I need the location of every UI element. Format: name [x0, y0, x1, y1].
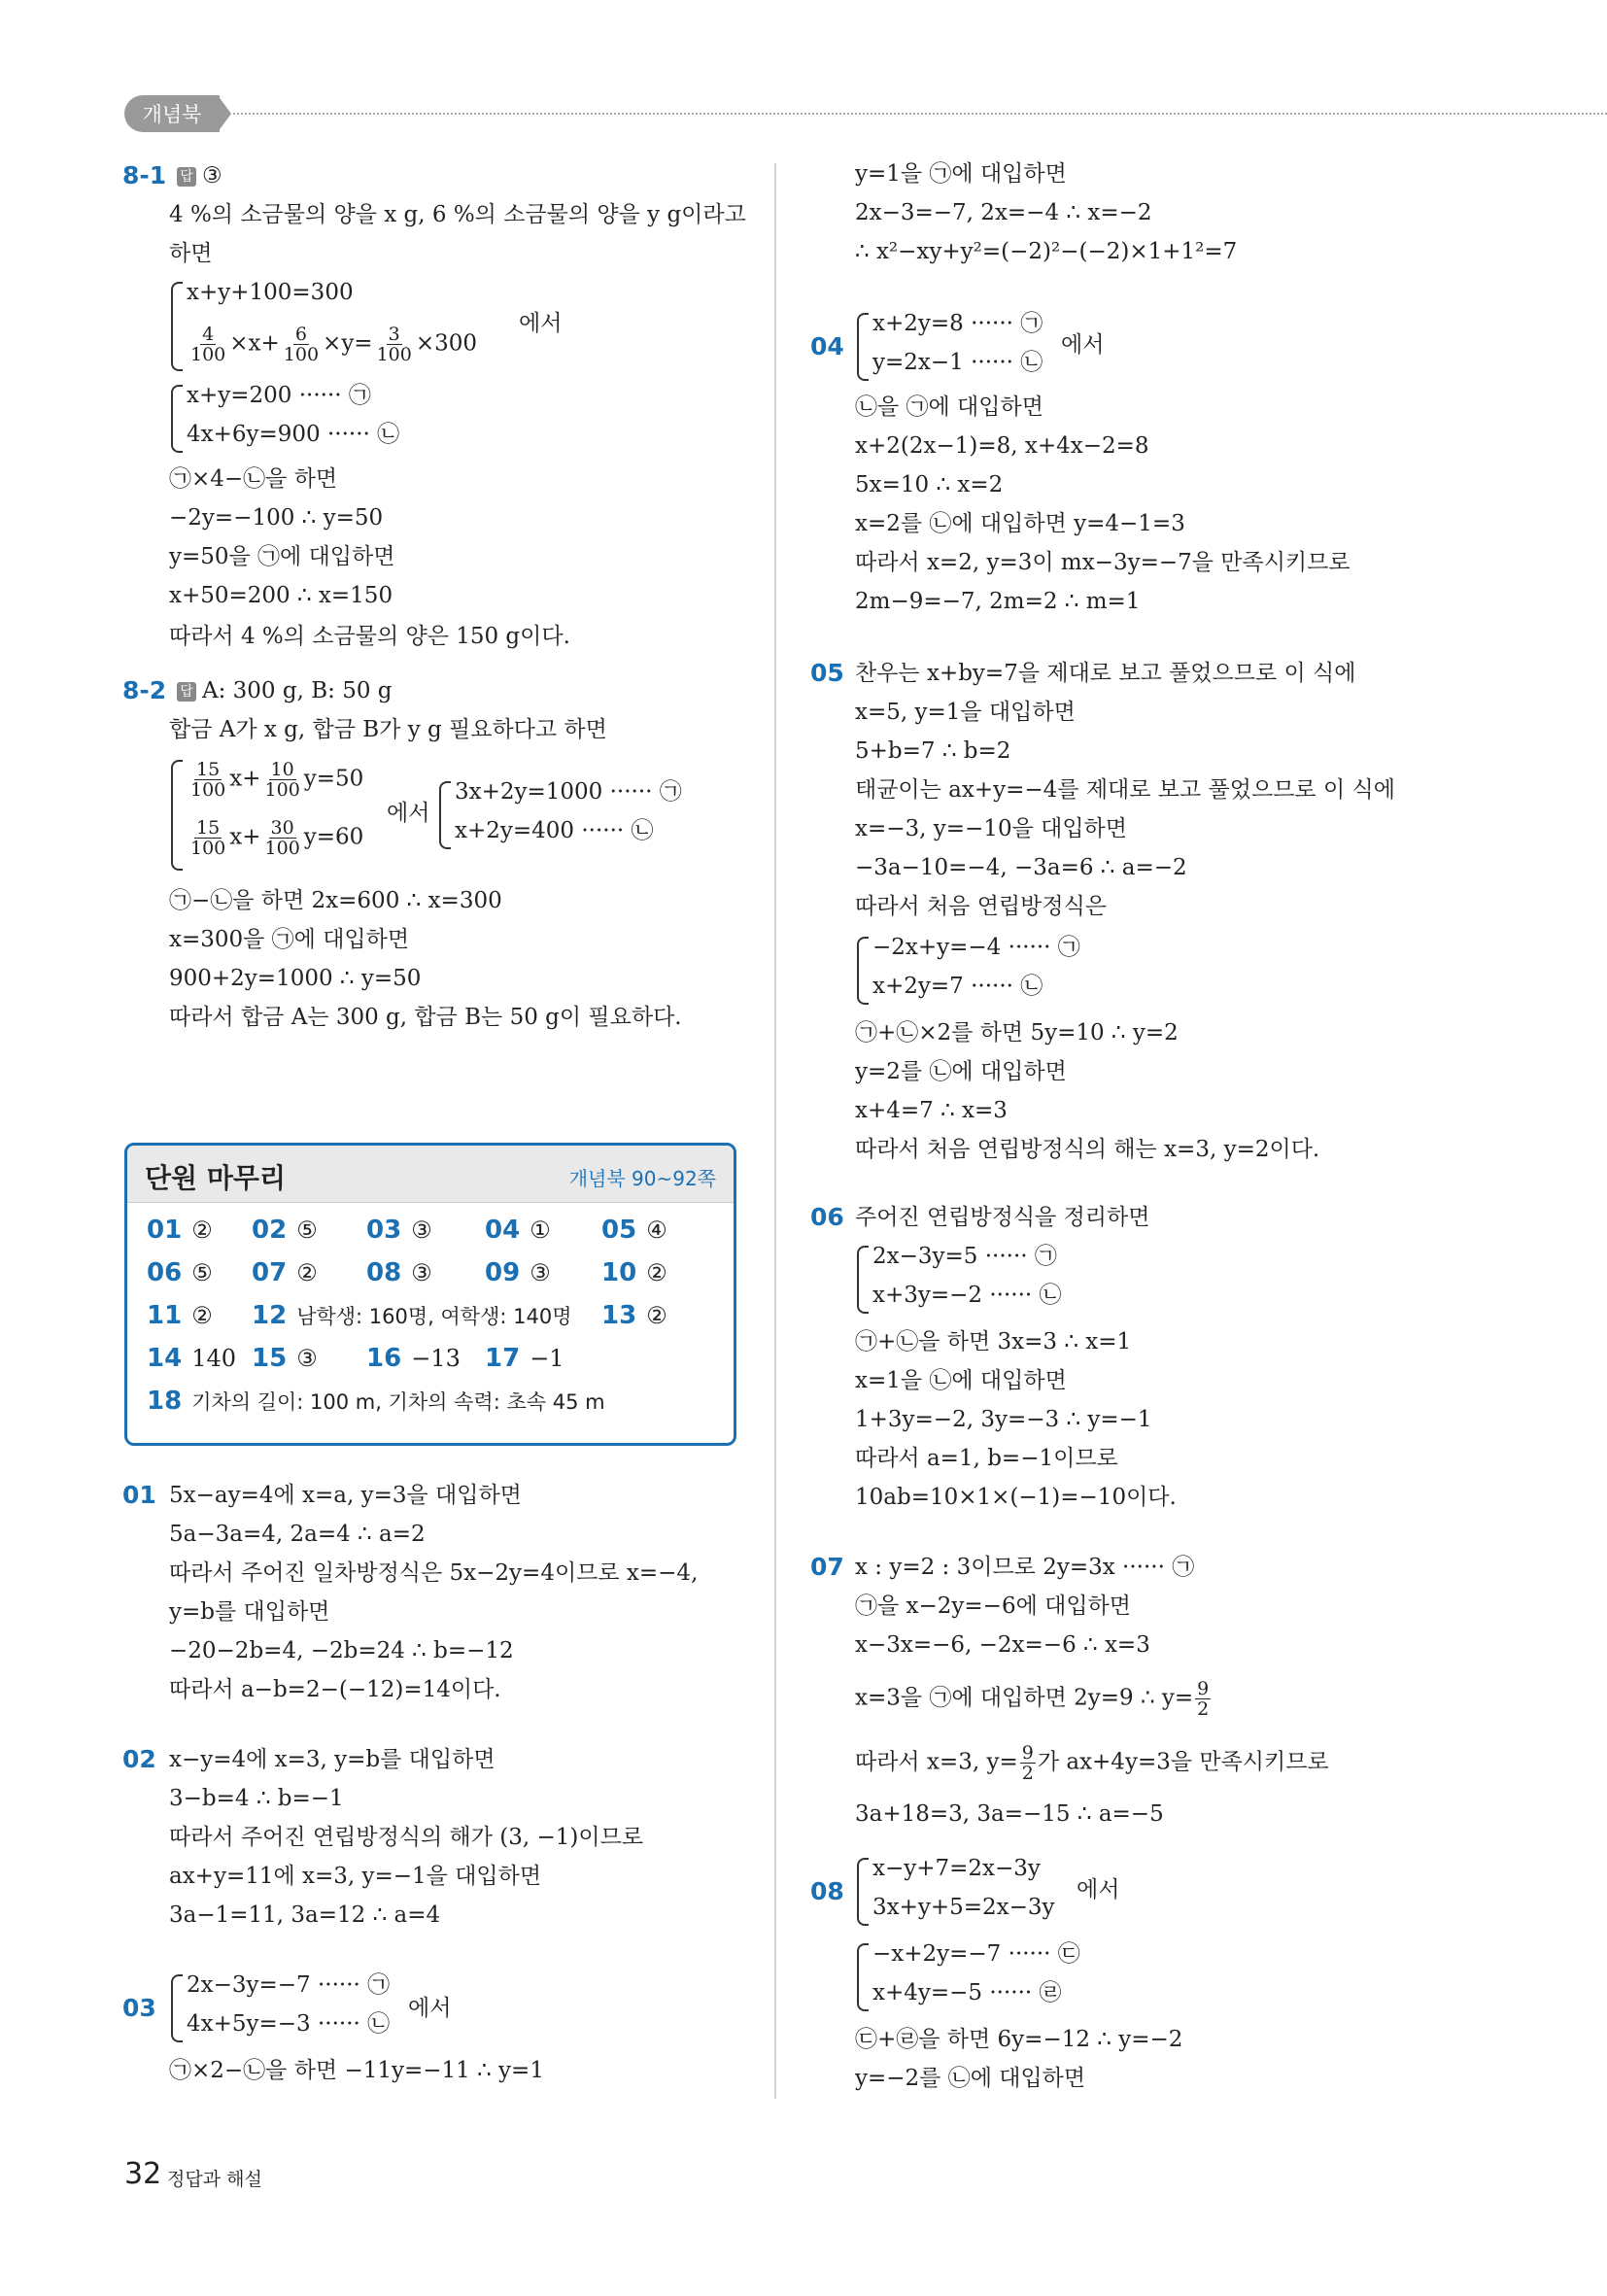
- fraction: $\frac{4}{100}$: [190, 324, 226, 365]
- solution-line: ax+y=11에 x=3, y=−1을 대입하면: [169, 1864, 542, 1889]
- solution-line: 에서: [1077, 1877, 1120, 1902]
- answer-item: 04 ①: [485, 1216, 551, 1245]
- answer-item: 18 기차의 길이: 100 m, 기차의 속력: 초속 45 m: [147, 1387, 605, 1416]
- solution-line: 에서: [387, 801, 430, 826]
- solution-line: 따라서 x=2, y=3이 mx−3y=−7을 만족시키므로: [855, 550, 1351, 575]
- answer-item: 05 ④: [601, 1216, 667, 1245]
- equation-system: 2x−3y=5 ······ ㉠ x+3y=−2 ······ ㉡: [857, 1242, 1110, 1318]
- header-divider: [233, 113, 1607, 115]
- solution-line: 따라서 합금 A는 300 g, 합금 B는 50 g이 필요하다.: [169, 1005, 682, 1030]
- solution-line: ㉠을 x−2y=−6에 대입하면: [855, 1593, 1131, 1619]
- answer-item: 15 ③: [252, 1344, 318, 1373]
- solution-line: 태균이는 ax+y=−4를 제대로 보고 풀었으므로 이 식에: [855, 777, 1395, 803]
- solution-line: 따라서 처음 연립방정식의 해는 x=3, y=2이다.: [855, 1137, 1320, 1162]
- equation-system: −2x+y=−4 ······ ㉠ x+2y=7 ······ ㉡: [857, 933, 1119, 1009]
- solution-line: y=50을 ㉠에 대입하면: [169, 544, 395, 569]
- problem-number: 8-2: [122, 676, 167, 704]
- answer-badge: 답: [177, 682, 196, 702]
- summary-title: 단원 마무리: [145, 1162, 286, 1194]
- solution-line: x : y=2 : 3이므로 2y=3x ······ ㉠: [855, 1555, 1195, 1580]
- solution-line: x+2(2x−1)=8, x+4x−2=8: [855, 433, 1149, 459]
- solution-line: 따라서 4 %의 소금물의 양은 150 g이다.: [169, 624, 570, 649]
- solution-line: ㉠+㉡을 하면 3x=3 ∴ x=1: [855, 1329, 1132, 1354]
- solution-line: ㉡을 ㉠에 대입하면: [855, 394, 1043, 420]
- solution-line: 2x−3=−7, 2x=−4 ∴ x=−2: [855, 200, 1152, 225]
- solution-line: 10ab=10×1×(−1)=−10이다.: [855, 1485, 1177, 1510]
- solution-line: y=−2를 ㉡에 대입하면: [855, 2066, 1086, 2091]
- solution-line: ㉠+㉡×2를 하면 5y=10 ∴ y=2: [855, 1020, 1179, 1045]
- solution-line: x=−3, y=−10을 대입하면: [855, 816, 1127, 841]
- solution-line: 5x=10 ∴ x=2: [855, 472, 1004, 497]
- problem-number: 02: [122, 1745, 156, 1773]
- solution-line: 900+2y=1000 ∴ y=50: [169, 966, 422, 991]
- solution-line: 3a+18=3, 3a=−15 ∴ a=−5: [855, 1801, 1164, 1827]
- fraction: $\frac{9}{2}$: [1197, 1678, 1210, 1720]
- equation-system: x+y+100=300 $\frac{4}{100}$ ×x+ $\frac{6}{100}$ ×y= $\frac{3}{100}$ ×300: [171, 278, 540, 375]
- problem-number: 05: [810, 659, 844, 687]
- solution-line: x=5, y=1을 대입하면: [855, 700, 1076, 725]
- fraction: $\frac{15}{100}$: [190, 759, 226, 801]
- solution-line: x=300을 ㉠에 대입하면: [169, 927, 410, 952]
- solution-line: x−y=4에 x=3, y=b를 대입하면: [169, 1747, 496, 1772]
- solution-line: 따라서 주어진 일차방정식은 5x−2y=4이므로 x=−4,: [169, 1560, 699, 1586]
- solution-line: 3a−1=11, 3a=12 ∴ a=4: [169, 1902, 441, 1928]
- summary-page-ref: 개념북 90~92쪽: [568, 1167, 716, 1190]
- solution-line: 합금 A가 x g, 합금 B가 y g 필요하다고 하면: [169, 717, 607, 742]
- solution-line: ㉠−㉡을 하면 2x=600 ∴ x=300: [169, 888, 502, 913]
- solution-line: 에서: [1061, 332, 1105, 358]
- answer-badge: 답: [177, 167, 196, 187]
- solution-line: 주어진 연립방정식을 정리하면: [855, 1205, 1150, 1230]
- equation-system: x−y+7=2x−3y 3x+y+5=2x−3y: [857, 1854, 1071, 1930]
- solution-line: 따라서 처음 연립방정식은: [855, 894, 1108, 919]
- solution-line: 에서: [519, 311, 563, 336]
- problem-number: 03: [122, 1994, 156, 2022]
- solution-line: x−3x=−6, −2x=−6 ∴ x=3: [855, 1632, 1150, 1658]
- problem-number: 06: [810, 1203, 844, 1231]
- answer-item: 12 남학생: 160명, 여학생: 140명: [252, 1301, 572, 1330]
- solution-line: 에서: [408, 1996, 452, 2021]
- solution-line: 5x−ay=4에 x=a, y=3을 대입하면: [169, 1483, 522, 1508]
- fraction: $\frac{3}{100}$: [376, 324, 412, 365]
- solution-line: −20−2b=4, −2b=24 ∴ b=−12: [169, 1638, 514, 1663]
- answer-item: 06 ⑤: [147, 1258, 213, 1287]
- answer-item: 09 ③: [485, 1258, 551, 1287]
- problem-number: 07: [810, 1553, 844, 1581]
- section-tab: 개념북: [124, 95, 220, 132]
- solution-line: 따라서 a=1, b=−1이므로: [855, 1446, 1118, 1471]
- footer-label: 정답과 해설: [167, 2169, 262, 2190]
- fraction: $\frac{10}{100}$: [264, 759, 300, 801]
- solution-line: 2m−9=−7, 2m=2 ∴ m=1: [855, 589, 1141, 614]
- answer-item: 01 ②: [147, 1216, 213, 1245]
- answer-item: 13 ②: [601, 1301, 667, 1330]
- solution-line: ㉠×4−㉡을 하면: [169, 466, 338, 492]
- solution-line: 1+3y=−2, 3y=−3 ∴ y=−1: [855, 1407, 1152, 1432]
- fraction: $\frac{15}{100}$: [190, 817, 226, 859]
- section-tab-arrow: [218, 95, 231, 132]
- equation-system: −x+2y=−7 ······ ㉢ x+4y=−5 ······ ㉣: [857, 1939, 1110, 2015]
- answer-item: 11 ②: [147, 1301, 213, 1330]
- solution-line: 따라서 a−b=2−(−12)=14이다.: [169, 1677, 501, 1702]
- solution-line: 5+b=7 ∴ b=2: [855, 738, 1011, 764]
- solution-line: ∴ x²−xy+y²=(−2)²−(−2)×1+1²=7: [855, 239, 1238, 264]
- problem-number: 8-1: [122, 161, 167, 189]
- unit-summary-box: [124, 1143, 736, 1446]
- solution-line: 4 %의 소금물의 양을 x g, 6 %의 소금물의 양을 y g이라고: [169, 202, 746, 227]
- fraction: $\frac{30}{100}$: [264, 817, 300, 859]
- solution-line: −3a−10=−4, −3a=6 ∴ a=−2: [855, 855, 1187, 880]
- equation-system: x+2y=8 ······ ㉠ y=2x−1 ······ ㉡: [857, 309, 1071, 385]
- fraction: $\frac{6}{100}$: [283, 324, 320, 365]
- answer-item: 03 ③: [366, 1216, 432, 1245]
- answer-item: 16 −13: [366, 1344, 461, 1373]
- solution-line: 5a−3a=4, 2a=4 ∴ a=2: [169, 1522, 426, 1547]
- solution-line: x+50=200 ∴ x=150: [169, 583, 393, 608]
- solution-line: 따라서 주어진 연립방정식의 해가 (3, −1)이므로: [169, 1825, 644, 1850]
- answer-item: 08 ③: [366, 1258, 432, 1287]
- answer-line: 답 ③: [171, 161, 222, 190]
- solution-line: x=3을 ㉠에 대입하면 2y=9 ∴ y= $\frac{9}{2}$: [855, 1678, 1210, 1720]
- problem-number: 04: [810, 332, 844, 360]
- problem-number: 08: [810, 1877, 844, 1905]
- solution-line: y=b를 대입하면: [169, 1599, 330, 1625]
- answer-line: 답 A: 300 g, B: 50 g: [171, 676, 393, 705]
- solution-line: −2y=−100 ∴ y=50: [169, 505, 384, 531]
- summary-header: [127, 1146, 734, 1203]
- solution-line: 3−b=4 ∴ b=−1: [169, 1786, 344, 1811]
- equation-system: 3x+2y=1000 ······ ㉠ x+2y=400 ······ ㉡: [439, 777, 701, 853]
- solution-line: ㉢+㉣을 하면 6y=−12 ∴ y=−2: [855, 2027, 1183, 2052]
- answer-item: 02 ⑤: [252, 1216, 318, 1245]
- solution-line: 하면: [169, 241, 213, 266]
- solution-line: 찬우는 x+by=7을 제대로 보고 풀었으므로 이 식에: [855, 661, 1356, 686]
- equation-system: x+y=200 ······ ㉠ 4x+6y=900 ······ ㉡: [171, 381, 443, 457]
- solution-line: x=1을 ㉡에 대입하면: [855, 1368, 1067, 1393]
- solution-line: ㉠×2−㉡을 하면 −11y=−11 ∴ y=1: [169, 2058, 544, 2083]
- solution-line: y=1을 ㉠에 대입하면: [855, 161, 1067, 187]
- solution-line: x+4=7 ∴ x=3: [855, 1098, 1008, 1123]
- equation-system: 2x−3y=−7 ······ ㉠ 4x+5y=−3 ······ ㉡: [171, 1970, 424, 2046]
- answer-item: 14 140: [147, 1344, 236, 1373]
- problem-number: 01: [122, 1481, 156, 1509]
- fraction: $\frac{9}{2}$: [1021, 1742, 1034, 1784]
- answer-item: 10 ②: [601, 1258, 667, 1287]
- page-number: 32: [124, 2157, 162, 2191]
- column-divider: [774, 163, 776, 2099]
- solution-line: x=2를 ㉡에 대입하면 y=4−1=3: [855, 511, 1185, 536]
- equation-system: $\frac{15}{100}$ x+ $\frac{10}{100}$ y=50 $\frac{15}{100}$ x+ $\frac{30}{100}$ y=60: [171, 756, 394, 874]
- answer-item: 07 ②: [252, 1258, 318, 1287]
- answer-item: 17 −1: [485, 1344, 564, 1373]
- solution-line: y=2를 ㉡에 대입하면: [855, 1059, 1067, 1084]
- solution-line: 따라서 x=3, y= $\frac{9}{2}$ 가 ax+4y=3을 만족시키므로: [855, 1742, 1329, 1784]
